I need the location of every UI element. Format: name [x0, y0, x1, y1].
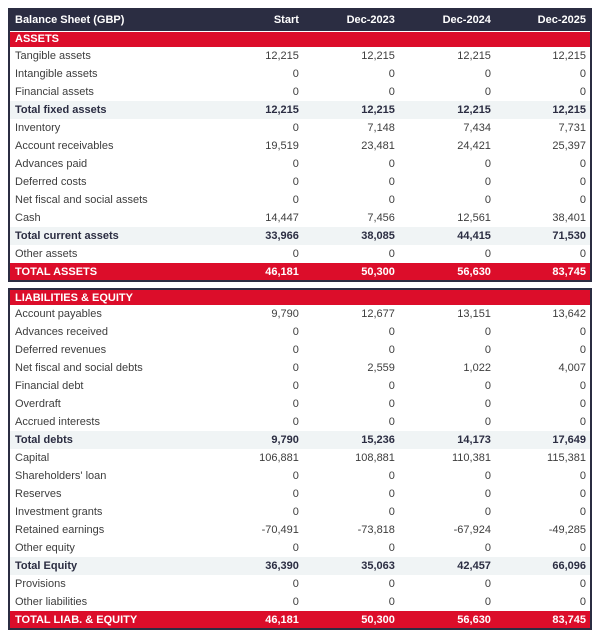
cell-value: 19,519	[207, 137, 303, 155]
cell-value: 0	[207, 377, 303, 395]
cell-value: 0	[399, 191, 495, 209]
cell-value: 0	[207, 503, 303, 521]
cell-value: 24,421	[399, 137, 495, 155]
cell-value: 0	[303, 485, 399, 503]
cell-value: 0	[495, 395, 591, 413]
cell-value: 0	[495, 593, 591, 611]
cell-value: 14,447	[207, 209, 303, 227]
cell-value: 12,215	[207, 47, 303, 65]
cell-value: 0	[399, 503, 495, 521]
cell-value: 50,300	[303, 611, 399, 629]
table-row	[9, 209, 591, 227]
cell-value: 9,790	[207, 431, 303, 449]
cell-value: 0	[399, 323, 495, 341]
row-label: Retained earnings	[9, 521, 207, 539]
table-row	[9, 47, 591, 65]
cell-value: 12,215	[207, 101, 303, 119]
cell-value: 0	[399, 467, 495, 485]
cell-value: 0	[303, 341, 399, 359]
row-label: Net fiscal and social assets	[9, 191, 207, 209]
cell-value: -70,491	[207, 521, 303, 539]
cell-value: 0	[207, 83, 303, 101]
cell-value: 0	[303, 503, 399, 521]
cell-value: 7,434	[399, 119, 495, 137]
cell-value: 0	[399, 377, 495, 395]
cell-value: 0	[495, 485, 591, 503]
cell-value: 110,381	[399, 449, 495, 467]
table-row	[9, 119, 591, 137]
sheet-title: Balance Sheet (GBP)	[9, 9, 207, 31]
cell-value: 83,745	[495, 611, 591, 629]
cell-value: 0	[495, 575, 591, 593]
liabilities-equity-table	[8, 288, 592, 630]
row-label: Shareholders' loan	[9, 467, 207, 485]
cell-value: 23,481	[303, 137, 399, 155]
cell-value: 0	[399, 539, 495, 557]
cell-value: 25,397	[495, 137, 591, 155]
cell-value: 15,236	[303, 431, 399, 449]
cell-value: 0	[495, 155, 591, 173]
cell-value: 56,630	[399, 611, 495, 629]
table-row	[9, 413, 591, 431]
column-header-dec-2023: Dec-2023	[303, 9, 399, 31]
cell-value: 0	[495, 191, 591, 209]
section-title: ASSETS	[9, 31, 591, 47]
cell-value: 14,173	[399, 431, 495, 449]
header-row	[9, 9, 591, 31]
row-label: Inventory	[9, 119, 207, 137]
cell-value: 0	[207, 65, 303, 83]
row-label: Account receivables	[9, 137, 207, 155]
cell-value: 50,300	[303, 263, 399, 281]
table-row	[9, 227, 591, 245]
row-label: Tangible assets	[9, 47, 207, 65]
cell-value: 108,881	[303, 449, 399, 467]
cell-value: 0	[303, 65, 399, 83]
cell-value: 0	[495, 503, 591, 521]
cell-value: 0	[495, 341, 591, 359]
cell-value: 0	[495, 245, 591, 263]
cell-value: 0	[495, 323, 591, 341]
table-row	[9, 173, 591, 191]
cell-value: 38,401	[495, 209, 591, 227]
table-row	[9, 155, 591, 173]
column-header-start: Start	[207, 9, 303, 31]
table-row	[9, 263, 591, 281]
row-label: Provisions	[9, 575, 207, 593]
cell-value: 12,561	[399, 209, 495, 227]
table-row	[9, 137, 591, 155]
cell-value: 0	[303, 575, 399, 593]
cell-value: 4,007	[495, 359, 591, 377]
cell-value: 2,559	[303, 359, 399, 377]
cell-value: 0	[399, 575, 495, 593]
cell-value: 44,415	[399, 227, 495, 245]
cell-value: 0	[399, 341, 495, 359]
table-row	[9, 521, 591, 539]
section-header-liabilities-equity	[9, 289, 591, 305]
cell-value: 0	[303, 539, 399, 557]
table-row	[9, 503, 591, 521]
column-header-dec-2024: Dec-2024	[399, 9, 495, 31]
cell-value: 0	[303, 467, 399, 485]
cell-value: 0	[207, 395, 303, 413]
table-row	[9, 449, 591, 467]
row-label: Reserves	[9, 485, 207, 503]
cell-value: 12,215	[495, 47, 591, 65]
table-row	[9, 485, 591, 503]
cell-value: 0	[207, 245, 303, 263]
cell-value: 0	[399, 155, 495, 173]
cell-value: 0	[399, 83, 495, 101]
cell-value: 0	[207, 359, 303, 377]
cell-value: 36,390	[207, 557, 303, 575]
cell-value: 35,063	[303, 557, 399, 575]
cell-value: 7,456	[303, 209, 399, 227]
row-label: Financial assets	[9, 83, 207, 101]
section-title: LIABILITIES & EQUITY	[9, 289, 591, 305]
row-label: Intangible assets	[9, 65, 207, 83]
cell-value: 0	[207, 155, 303, 173]
cell-value: 0	[399, 593, 495, 611]
row-label: Other assets	[9, 245, 207, 263]
cell-value: 12,215	[399, 101, 495, 119]
cell-value: 1,022	[399, 359, 495, 377]
cell-value: 0	[303, 323, 399, 341]
cell-value: 0	[495, 539, 591, 557]
table-row	[9, 611, 591, 629]
cell-value: 115,381	[495, 449, 591, 467]
row-label: Account payables	[9, 305, 207, 323]
table-row	[9, 575, 591, 593]
row-label: Investment grants	[9, 503, 207, 521]
cell-value: 0	[207, 119, 303, 137]
cell-value: 0	[207, 413, 303, 431]
cell-value: 0	[399, 173, 495, 191]
row-label: TOTAL LIAB. & EQUITY	[9, 611, 207, 629]
table-row	[9, 557, 591, 575]
cell-value: 0	[207, 539, 303, 557]
table-row	[9, 305, 591, 323]
section-header-assets	[9, 31, 591, 47]
table-row	[9, 191, 591, 209]
cell-value: 0	[207, 341, 303, 359]
cell-value: 12,215	[303, 47, 399, 65]
table-row	[9, 65, 591, 83]
cell-value: 0	[303, 413, 399, 431]
cell-value: 0	[399, 65, 495, 83]
cell-value: 71,530	[495, 227, 591, 245]
row-label: Total current assets	[9, 227, 207, 245]
row-label: Net fiscal and social debts	[9, 359, 207, 377]
cell-value: 0	[495, 413, 591, 431]
cell-value: 0	[495, 377, 591, 395]
row-label: Total debts	[9, 431, 207, 449]
table-row	[9, 395, 591, 413]
cell-value: 38,085	[303, 227, 399, 245]
cell-value: 12,215	[303, 101, 399, 119]
cell-value: -73,818	[303, 521, 399, 539]
row-label: Other liabilities	[9, 593, 207, 611]
cell-value: -67,924	[399, 521, 495, 539]
row-label: TOTAL ASSETS	[9, 263, 207, 281]
cell-value: 12,215	[399, 47, 495, 65]
cell-value: 13,151	[399, 305, 495, 323]
cell-value: 0	[303, 395, 399, 413]
cell-value: -49,285	[495, 521, 591, 539]
cell-value: 83,745	[495, 263, 591, 281]
cell-value: 12,215	[495, 101, 591, 119]
cell-value: 33,966	[207, 227, 303, 245]
cell-value: 0	[207, 593, 303, 611]
assets-table	[8, 8, 592, 282]
row-label: Accrued interests	[9, 413, 207, 431]
table-row	[9, 83, 591, 101]
table-row	[9, 377, 591, 395]
cell-value: 0	[207, 485, 303, 503]
cell-value: 0	[495, 65, 591, 83]
cell-value: 0	[303, 245, 399, 263]
cell-value: 7,731	[495, 119, 591, 137]
row-label: Advances received	[9, 323, 207, 341]
cell-value: 0	[303, 83, 399, 101]
cell-value: 42,457	[399, 557, 495, 575]
cell-value: 0	[399, 245, 495, 263]
cell-value: 0	[495, 467, 591, 485]
cell-value: 0	[495, 173, 591, 191]
row-label: Cash	[9, 209, 207, 227]
cell-value: 0	[207, 323, 303, 341]
table-row	[9, 431, 591, 449]
table-row	[9, 539, 591, 557]
table-row	[9, 245, 591, 263]
cell-value: 13,642	[495, 305, 591, 323]
cell-value: 9,790	[207, 305, 303, 323]
cell-value: 0	[303, 593, 399, 611]
cell-value: 0	[207, 467, 303, 485]
row-label: Deferred costs	[9, 173, 207, 191]
row-label: Total fixed assets	[9, 101, 207, 119]
cell-value: 0	[303, 191, 399, 209]
cell-value: 46,181	[207, 611, 303, 629]
table-row	[9, 359, 591, 377]
cell-value: 0	[303, 377, 399, 395]
table-row	[9, 593, 591, 611]
cell-value: 17,649	[495, 431, 591, 449]
column-header-dec-2025: Dec-2025	[495, 9, 591, 31]
table-row	[9, 467, 591, 485]
cell-value: 0	[399, 413, 495, 431]
table-row	[9, 341, 591, 359]
cell-value: 12,677	[303, 305, 399, 323]
cell-value: 0	[207, 575, 303, 593]
cell-value: 66,096	[495, 557, 591, 575]
table-row	[9, 101, 591, 119]
cell-value: 0	[303, 173, 399, 191]
cell-value: 0	[399, 395, 495, 413]
row-label: Capital	[9, 449, 207, 467]
cell-value: 0	[399, 485, 495, 503]
cell-value: 0	[207, 191, 303, 209]
cell-value: 56,630	[399, 263, 495, 281]
table-row	[9, 323, 591, 341]
cell-value: 7,148	[303, 119, 399, 137]
cell-value: 46,181	[207, 263, 303, 281]
row-label: Advances paid	[9, 155, 207, 173]
row-label: Overdraft	[9, 395, 207, 413]
cell-value: 106,881	[207, 449, 303, 467]
cell-value: 0	[303, 155, 399, 173]
row-label: Total Equity	[9, 557, 207, 575]
cell-value: 0	[495, 83, 591, 101]
row-label: Deferred revenues	[9, 341, 207, 359]
row-label: Financial debt	[9, 377, 207, 395]
cell-value: 0	[207, 173, 303, 191]
row-label: Other equity	[9, 539, 207, 557]
